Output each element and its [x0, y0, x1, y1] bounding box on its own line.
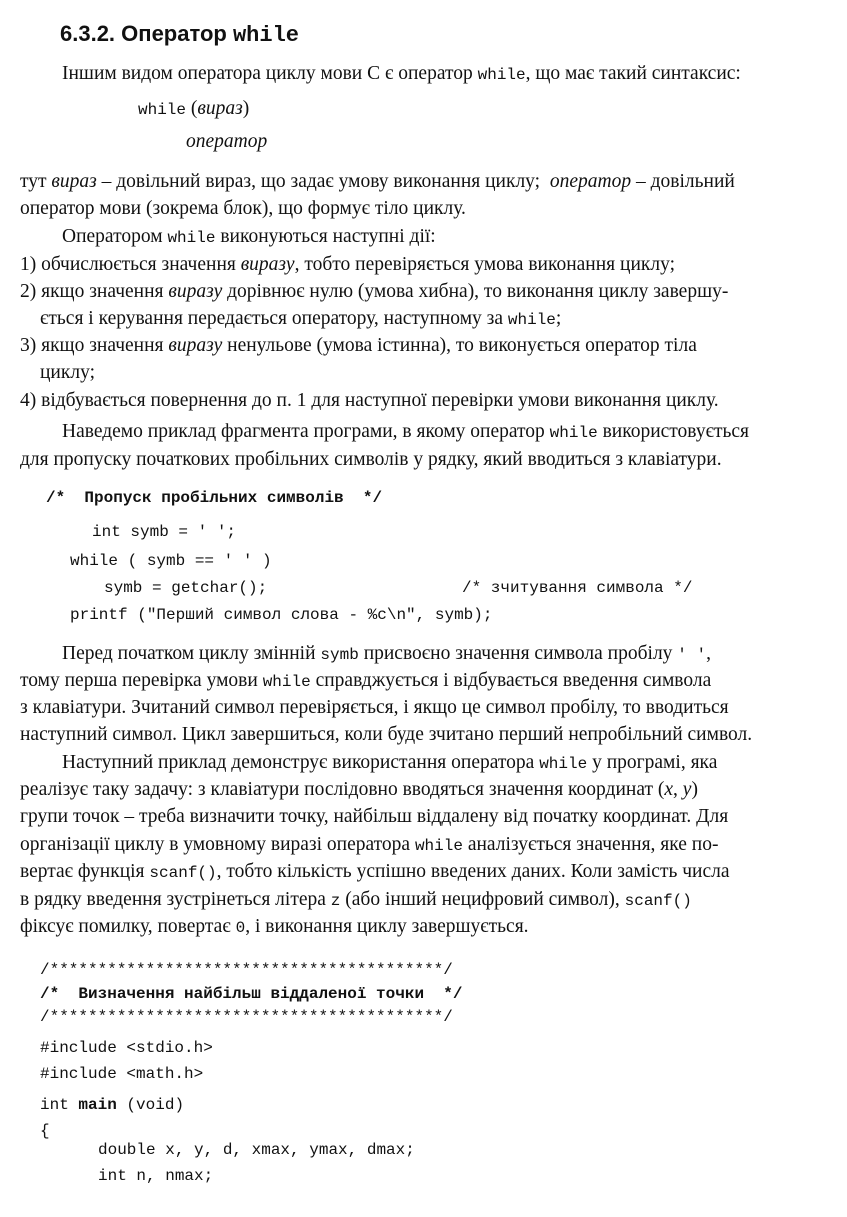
intro-line — [62, 62, 741, 87]
code2-main-signature — [40, 1094, 184, 1116]
code-text: (void) — [116, 1096, 185, 1114]
code2-brace: { — [40, 1122, 50, 1140]
para-text: Перед початком циклу змінній — [62, 643, 321, 664]
code2-include: #include <stdio.h> — [40, 1039, 213, 1057]
para-text: справджується і відбувається введення символа — [310, 670, 712, 691]
syntax-paren-open: ( — [186, 98, 198, 119]
definition-line-1 — [20, 170, 735, 194]
example-intro-2: для пропуску початкових пробільних символів у рядку, який вводиться з клавіатури. — [20, 449, 722, 470]
para-text: вертає функція — [20, 861, 150, 882]
step-text: 3) якщо значення — [20, 335, 169, 356]
inline-code: while — [507, 311, 556, 329]
code2-comment — [40, 983, 462, 1005]
step-text: дорівнює нулю (умова хибна), то виконання циклу завершу- — [222, 281, 729, 302]
step-4: 4) відбувається повернення до п. 1 для наступної перевірки умови виконання циклу. — [20, 390, 719, 411]
para-text: ) — [691, 779, 698, 800]
definition-text: тут — [20, 171, 52, 192]
step-term: виразу — [168, 335, 223, 356]
para-text: аналізується значення, яке по- — [462, 834, 719, 855]
step-term: виразу — [168, 281, 223, 302]
para-text: тому перша перевірка умови — [20, 670, 263, 691]
code1-inline-comment: /* зчитування символа */ — [462, 579, 693, 597]
step-text: ненульове (умова істинна), то виконується оператор тіла — [222, 335, 697, 356]
math-var: y — [682, 779, 692, 800]
inline-code: symb — [320, 646, 359, 664]
code2-declaration: int n, nmax; — [98, 1167, 214, 1185]
code-keyword: int — [40, 1096, 69, 1114]
para-text: присвоєно значення символа пробілу — [358, 643, 678, 664]
step-3-cont: циклу; — [40, 362, 95, 383]
para-text: , тобто кількість успішно введених даних. Коли замість числа — [216, 861, 730, 882]
inline-code: ' ' — [677, 646, 707, 664]
para-text: фіксує помилку, повертає — [20, 916, 236, 937]
para2-line-1 — [62, 751, 717, 776]
code1-line: printf ("Перший символ слова - %c\n", symb); — [70, 606, 493, 624]
step-2 — [20, 280, 728, 304]
syntax-statement: оператор — [186, 131, 268, 152]
code1-line: while ( symb == ' ' ) — [70, 552, 272, 570]
para2-line-4 — [20, 833, 718, 858]
para1-line-1 — [62, 642, 711, 667]
inline-code: scanf() — [149, 864, 217, 882]
code1-line: int symb = ' '; — [92, 523, 237, 541]
step-text: 2) якщо значення — [20, 281, 169, 302]
actions-text: виконуються наступні дії: — [215, 226, 436, 247]
step-text: ється і керування передається оператору, наступному за — [40, 308, 508, 329]
syntax-keyword: while — [138, 101, 187, 119]
para1-line-2 — [20, 669, 711, 694]
para1-line-4: наступний символ. Цикл завершиться, коли буде зчитано перший непробільний символ. — [20, 724, 753, 745]
code2-declaration: double x, y, d, xmax, ymax, dmax; — [98, 1141, 415, 1159]
intro-text-end: , що має такий синтаксис: — [525, 63, 741, 84]
para2-line-5 — [20, 860, 730, 885]
code2-border: /*****************************************/ — [40, 1008, 453, 1026]
code1-comment — [46, 487, 382, 509]
section-number: 6.3.2. — [60, 21, 116, 46]
definition-term: вираз — [51, 171, 97, 192]
para2-line-7 — [20, 915, 529, 940]
actions-text: Оператором — [62, 226, 168, 247]
section-keyword: while — [232, 23, 299, 48]
syntax-paren-close: ) — [242, 98, 250, 119]
math-var: x — [664, 779, 674, 800]
inline-code: while — [477, 66, 526, 84]
para-text: в рядку введення зустрінеться літера — [20, 889, 331, 910]
definition-text: – довільний — [631, 171, 735, 192]
code-comment: /* Визначення найбільш віддаленої точки */ — [40, 985, 463, 1003]
para1-line-3: з клавіатури. Зчитаний символ перевіряється, і якщо це символ пробілу, то вводиться — [20, 697, 729, 718]
section-heading — [60, 20, 299, 50]
para2-line-3: групи точок – треба визначити точку, найбільш віддалену від початку координат. Для — [20, 806, 729, 827]
para-text: (або інший нецифровий символ), — [340, 889, 625, 910]
inline-code: scanf() — [624, 892, 692, 910]
step-1 — [20, 253, 675, 277]
inline-code: while — [262, 673, 311, 691]
code-function-name: main — [78, 1096, 117, 1114]
code2-include: #include <math.h> — [40, 1065, 204, 1083]
para-text: , і виконання циклу завершується. — [245, 916, 529, 937]
syntax-expression: вираз — [197, 98, 243, 119]
code-comment: /* Пропуск пробільних символів */ — [46, 489, 383, 507]
inline-code: while — [167, 229, 216, 247]
definition-text: – довільний вираз, що задає умову виконання циклу; — [96, 171, 550, 192]
inline-code: z — [330, 892, 341, 910]
example-intro-1 — [62, 420, 749, 445]
example-text: використовується — [597, 421, 749, 442]
step-3 — [20, 334, 697, 358]
inline-code: while — [539, 755, 588, 773]
section-title: Оператор — [121, 21, 227, 46]
step-text: , тобто перевіряється умова виконання циклу; — [294, 254, 676, 275]
code2-border: /*****************************************/ — [40, 961, 453, 979]
para-text: , — [673, 779, 683, 800]
para2-line-6 — [20, 888, 692, 913]
para-text: реалізує таку задачу: з клавіатури послідовно вводяться значення координат ( — [20, 779, 665, 800]
inline-code: while — [549, 424, 598, 442]
para-text: , — [706, 643, 711, 664]
intro-text: Іншим видом оператора циклу мови С є оператор — [62, 63, 478, 84]
step-text: 1) обчислюється значення — [20, 254, 241, 275]
syntax-line — [138, 97, 249, 122]
example-text: Наведемо приклад фрагмента програми, в якому оператор — [62, 421, 550, 442]
inline-code: 0 — [235, 919, 246, 937]
actions-intro — [62, 225, 436, 250]
definition-term: оператор — [549, 171, 632, 192]
para2-line-2 — [20, 778, 698, 802]
step-term: виразу — [240, 254, 295, 275]
step-text: ; — [555, 308, 562, 329]
step-2-cont — [40, 307, 561, 332]
para-text: у програмі, яка — [587, 752, 718, 773]
code1-line: symb = getchar(); — [104, 579, 268, 597]
definition-line-2: оператор мови (зокрема блок), що формує тіло циклу. — [20, 198, 466, 219]
inline-code: while — [414, 837, 463, 855]
para-text: організації циклу в умовному виразі оператора — [20, 834, 415, 855]
para-text: Наступний приклад демонструє використання оператора — [62, 752, 540, 773]
